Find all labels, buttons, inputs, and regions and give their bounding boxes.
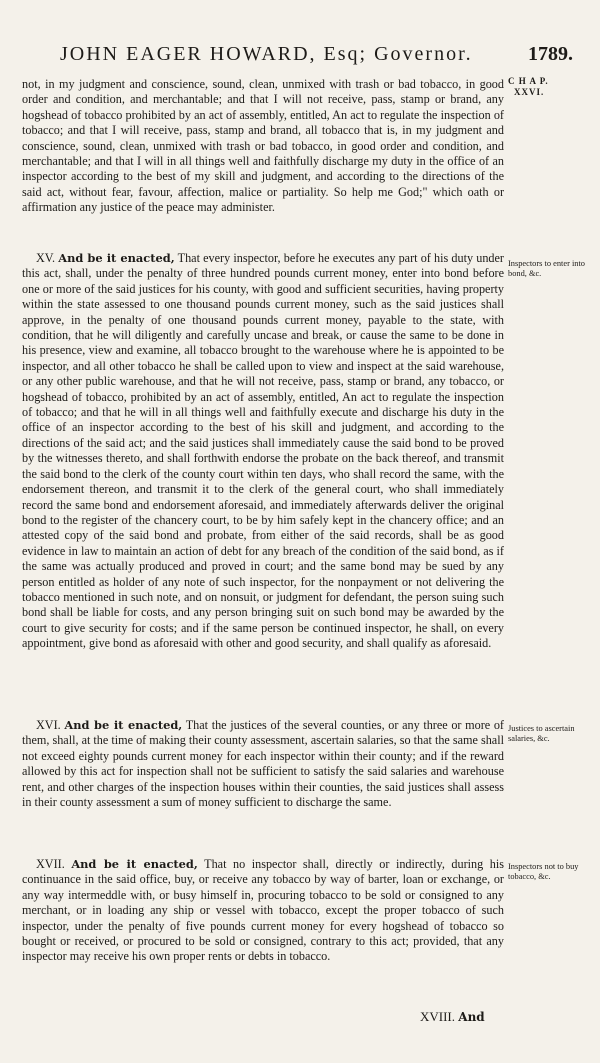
- section-text: That no inspector shall, directly or indirectly, during his continuance in the said office, buy, or receive any tobacco by way of barter, loan or exchange, or any way intermeddle with, or busy himself in, procuring tobacco to be sold or consigned to any merchant, or in loading any ship or vessel with tobacco, except the proper tobacco of such inspector, under the penalty of five pounds current money for every hogshead of tobacco so bought or received, or procured to be sold or consigned, contrary to this act; provided, that any inspector may receive his own proper rents or debts in tobacco.: [22, 857, 504, 964]
- running-header: [20, 40, 590, 68]
- oath-paragraph: [22, 77, 504, 216]
- section-number: XVI.: [36, 718, 61, 732]
- section-xv: [22, 251, 504, 652]
- oath-text: not, in my judgment and conscience, sound, clean, unmixed with trash or bad tobacco, in good order and condition, and merchantable; and that I will not receive, pass, stamp or brand, any hogshead of tobacco prohibited by an act of assembly, entitled, An act to regulate the inspection of tobacco; and that I will receive, pass, stamp and brand, all tobacco that is, in my judgment and conscience, sound, clean, unmixed with trash or bad tobacco, in good order and condition, and merchantable; and that I will in all things well and faithfully discharge my duty in the office of an inspector according to the best of my skill and judgment, and according to the directions of the said act, without fear, favour, affection, malice or partiality. So help me God;" which oath or affirmation any justice of the peace may administer.: [22, 77, 504, 215]
- section-text: That every inspector, before he executes any part of his duty under this act, shall, under the penalty of three hundred pounds current money, enter into bond before one or more of the said justices for his county, with good and sufficient securities, having property within the state assessed to one thousand pounds current money, such as the said justices shall approve, in the penalty of one thousand pounds current money, payable to the state, with condition, that he will diligently and carefully uncase and break, or cause the same to be done in his presence, view and examine, all tobacco brought to the warehouse where he is appointed to be inspector, and all other tobacco he shall be called upon to view and inspect at the said warehouse, or any other public warehouse, and that he will not receive, pass, stamp or brand, any tobacco, or hogshead of tobacco, prohibited by an act of assembly, entitled, An act to regulate the inspection of tobacco; and that he will in all things well and faithfully execute and discharge his duty in the office of an inspector according to the best of his skill and judgment, and according to the directions of the said act; and the said justices shall immediately cause the said bond to be proved by the witnesses thereto, and shall forthwith endorse the probate on the back thereof, and transmit the said bond to the clerk of the county court within ten days, who shall record the same, with the endorsement thereon, and transmit it to the clerk of the general court, who shall immediately record the same bond and endorsement aforesaid, and immediately afterwards deliver the original bond to the register of the chancery court, to be by him safely kept in the chancery office; and an attested copy of the said bond and probate, from either of the said records, shall be as good evidence in law to maintain an action of debt for any breach of the condition of the said bond, as if the same was actually produced and proved in court; and the same bond may be sued by any person entitled as holder of any note of such inspector, for the nonpayment or not delivering the tobacco mentioned in such note, and on nonsuit, or judgment for defendant, the person suing such bond shall be liable for costs, and any person bringing suit on such bond may be awarded by the court to give security for costs; and if the same person be continued inspector, he shall, on every appointment, give bond as aforesaid with other and good security, and shall qualify as aforesaid.: [22, 251, 504, 651]
- header-year: 1789.: [528, 43, 573, 65]
- enacting-clause: And be it enacted,: [58, 251, 175, 265]
- marginal-note-xvi: Justices to ascertain salaries, &c.: [508, 724, 575, 743]
- catchword: [420, 1009, 485, 1025]
- section-text: That the justices of the several counties, or any three or more of them, shall, at the time of making their county assessment, ascertain salaries, so that the same shall not exceed eighty pounds current money for each inspector within their county; and if the reward allowed by this act for inspection shall not be sufficient to satisfy the said salaries and warehouse rent, and other charges of the inspection houses within their counties, the said justices shall assess in their county assessment a sum of money sufficient to discharge the same.: [22, 718, 504, 810]
- chapter-marginal-note: [508, 76, 594, 98]
- enacting-clause: And be it enacted,: [64, 718, 183, 732]
- marginal-note-xv: Inspectors to enter into bond, &c.: [508, 259, 585, 278]
- catchword-word: And: [458, 1010, 485, 1024]
- chapter-number: XXVI.: [514, 87, 545, 97]
- section-number: XV.: [36, 251, 56, 265]
- section-xvi: [22, 718, 504, 810]
- header-title: JOHN EAGER HOWARD, Esq; Governor.: [60, 43, 473, 65]
- section-xvii: [22, 857, 504, 965]
- catchword-number: XVIII.: [420, 1009, 456, 1024]
- marginal-note-xvii: Inspectors not to buy tobacco, &c.: [508, 862, 579, 881]
- enacting-clause: And be it enacted,: [71, 857, 198, 871]
- chapter-label: C H A P.: [508, 76, 549, 86]
- section-number: XVII.: [36, 857, 65, 871]
